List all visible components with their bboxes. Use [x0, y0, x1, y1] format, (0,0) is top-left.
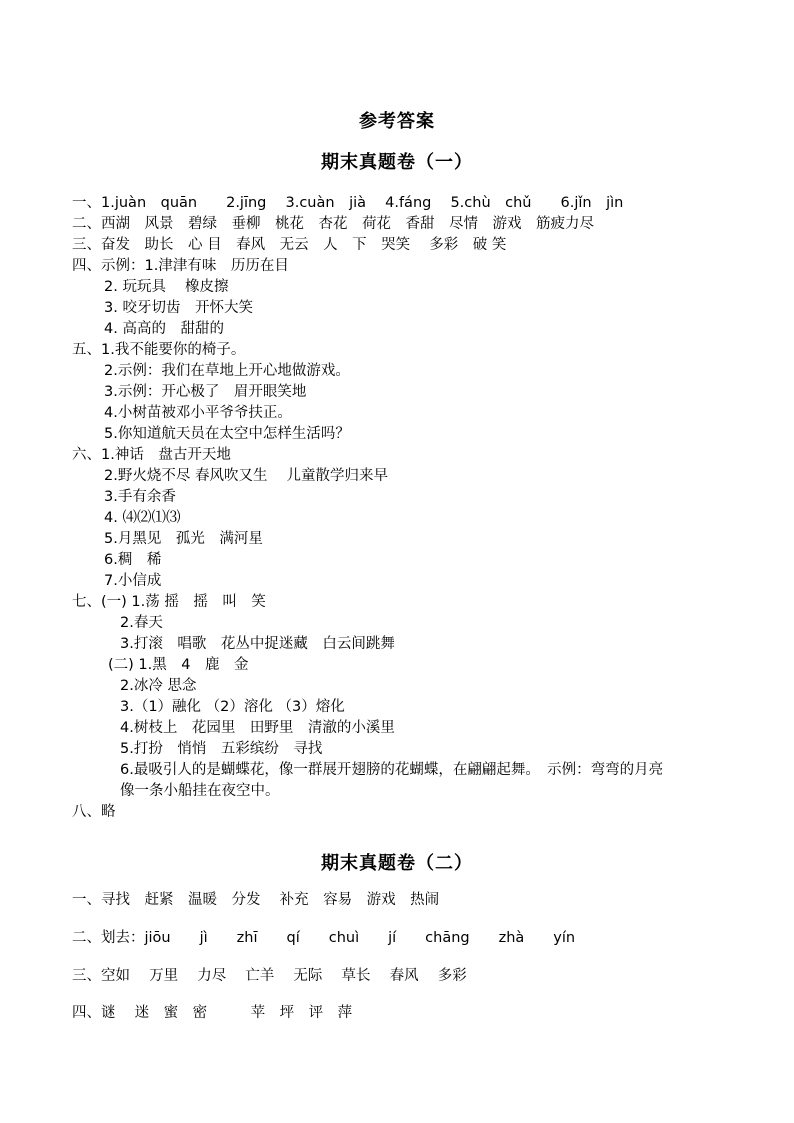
exam1-line: 4.小树苗被邓小平爷爷扶正。 — [104, 405, 292, 421]
exam1-line: 一、1.juàn quān 2.jīng 3.cuàn jià 4.fáng 5.chù chǔ 6.jǐn jìn — [72, 195, 624, 211]
exam1-line: 四、示例：1.津津有味 历历在目 — [72, 258, 289, 274]
exam2-line: 二、划去：jiōu jì zhī qí chuì jí chāng zhà yín — [72, 930, 576, 946]
exam1-line: 2.冰冷 思念 — [120, 678, 197, 694]
exam1-line: 7.小信成 — [104, 573, 162, 589]
exam1-line: 3.手有余香 — [104, 489, 176, 505]
exam1-line: 4.树枝上 花园里 田野里 清澈的小溪里 — [120, 720, 395, 736]
exam1-line: 4. 高高的 甜甜的 — [104, 321, 224, 337]
exam1-line: 像一条小船挂在夜空中。 — [120, 783, 280, 799]
main-title: 参考答案 — [359, 111, 435, 132]
exam1-line: 5.打扮 悄悄 五彩缤纷 寻找 — [120, 741, 323, 757]
exam1-line: 八、略 — [72, 804, 116, 820]
exam1-line: 五、1.我不能要你的椅子。 — [72, 342, 246, 358]
exam1-line: 2.春天 — [120, 615, 163, 631]
exam1-line: 2.野火烧不尽 春风吹又生 儿童散学归来早 — [104, 468, 389, 484]
exam1-line: 2.示例：我们在草地上开心地做游戏。 — [104, 363, 350, 379]
exam2-title: 期末真题卷（二） — [321, 853, 473, 874]
exam1-line: (二) 1.黑 4 鹿 金 — [108, 657, 249, 673]
exam1-line: 二、西湖 风景 碧绿 垂柳 桃花 杏花 荷花 香甜 尽情 游戏 筋疲力尽 — [72, 216, 594, 232]
exam1-line: 3.打滚 唱歌 花丛中捉迷藏 白云间跳舞 — [120, 636, 395, 652]
exam1-line: 六、1.神话 盘古开天地 — [72, 447, 231, 463]
exam1-title: 期末真题卷（一） — [321, 152, 473, 173]
exam1-line: 3.示例：开心极了 眉开眼笑地 — [104, 384, 307, 400]
exam1-line: 3. 咬牙切齿 开怀大笑 — [104, 300, 253, 316]
exam1-line: 6.最吸引人的是蝴蝶花，像一群展开翅膀的花蝴蝶，在翩翩起舞。 示例：弯弯的月亮 — [120, 762, 664, 778]
exam1-line: 七、(一) 1.荡 摇 摇 叫 笑 — [72, 594, 266, 610]
exam1-line: 5.月黑见 孤光 满河星 — [104, 531, 263, 547]
exam1-line: 4. ⑷⑵⑴⑶ — [104, 510, 181, 526]
exam1-line: 6.稠 稀 — [104, 552, 162, 568]
exam1-line: 3.（1）融化 （2）溶化 （3）熔化 — [120, 699, 345, 715]
exam2-line: 一、寻找 赶紧 温暖 分发 补充 容易 游戏 热闹 — [72, 892, 440, 908]
exam2-line: 四、谜 迷 蜜 密 苹 坪 评 萍 — [72, 1005, 353, 1021]
exam1-line: 5.你知道航天员在太空中怎样生活吗？ — [104, 426, 350, 442]
exam1-line: 2. 玩玩具 橡皮擦 — [104, 279, 229, 295]
exam1-line: 三、奋发 助长 心 目 春风 无云 人 下 哭笑 多彩 破 笑 — [72, 237, 507, 253]
exam2-line: 三、空如 万里 力尽 亡羊 无际 草长 春风 多彩 — [72, 968, 467, 984]
